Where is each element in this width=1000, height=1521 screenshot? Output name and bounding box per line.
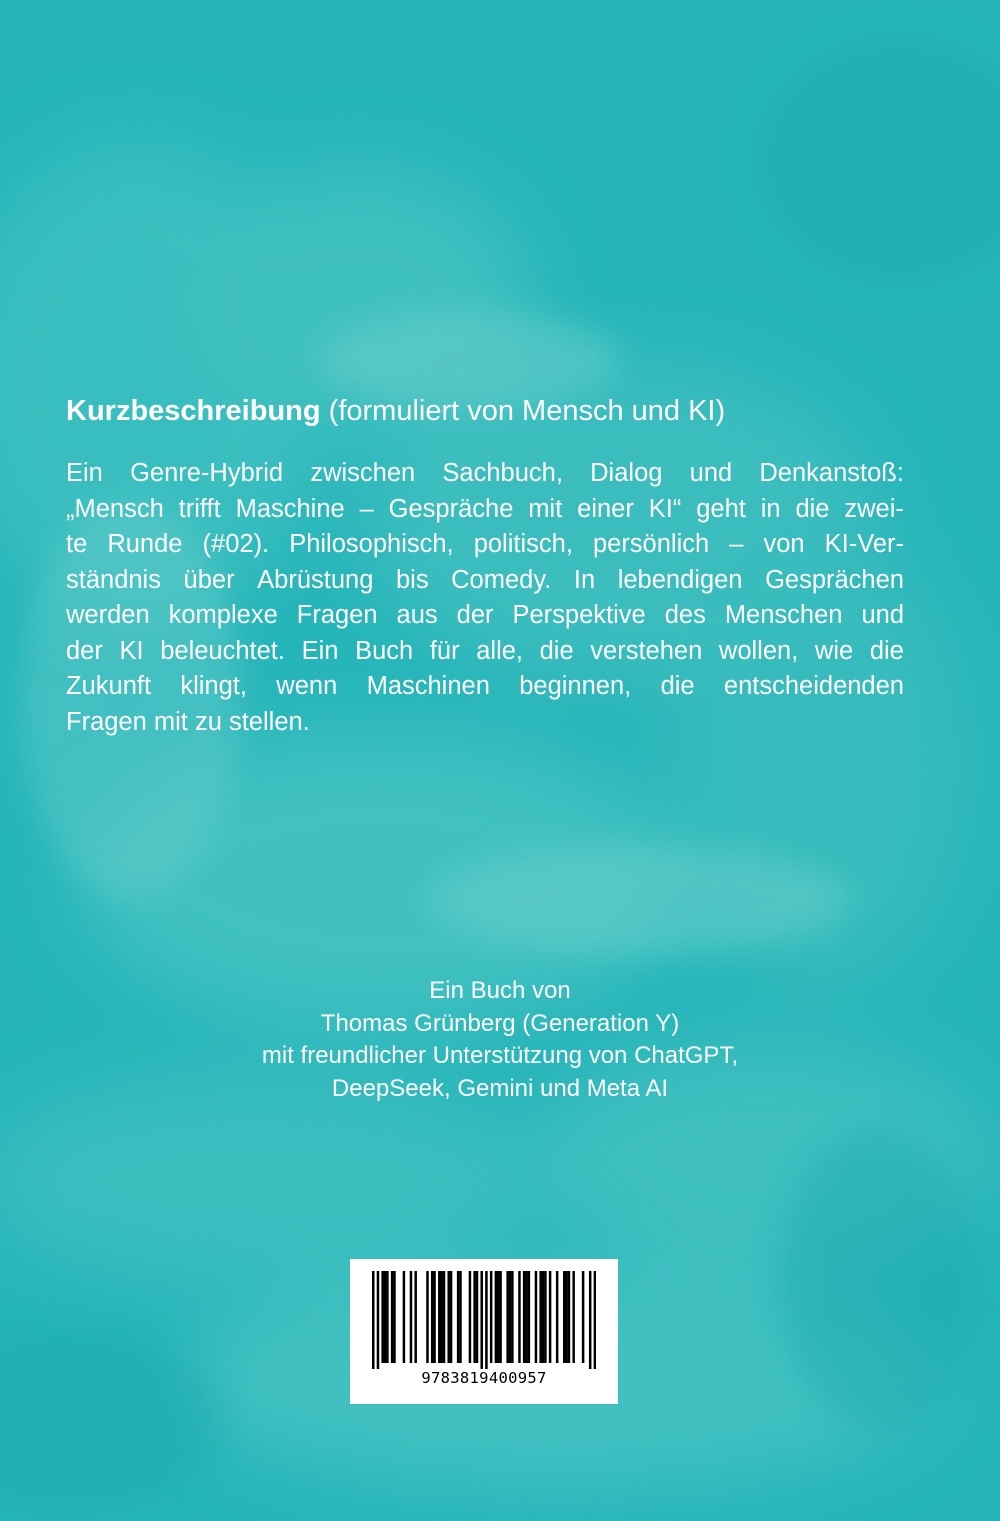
barcode-bar xyxy=(528,1271,531,1363)
barcode-bar xyxy=(594,1271,596,1369)
description-word: (#02). xyxy=(202,530,270,558)
description-word: Dialog xyxy=(590,459,663,487)
barcode-bar xyxy=(410,1271,413,1363)
description-word: Sachbuch, xyxy=(442,459,563,487)
description-line: Fragen mit zu stellen. xyxy=(66,707,310,736)
barcode-bar xyxy=(582,1271,585,1363)
description-word: beginnen, xyxy=(519,672,632,700)
description-heading-bold: Kurzbeschreibung xyxy=(66,395,321,427)
description-word: persönlich xyxy=(592,530,710,558)
description-word: wie xyxy=(814,636,854,665)
barcode-bar xyxy=(450,1271,453,1363)
barcode-bar xyxy=(480,1271,483,1369)
description-line xyxy=(66,456,904,492)
description-word: Buch xyxy=(355,636,414,665)
description-word: und xyxy=(689,459,733,487)
description-heading-regular: (formuliert von Mensch und KI) xyxy=(328,395,726,427)
barcode-bar xyxy=(384,1271,387,1363)
description-word: Perspektive xyxy=(512,601,646,629)
description-word: Maschinen xyxy=(366,672,490,700)
barcode-bars xyxy=(372,1271,596,1369)
description-word: entscheidenden xyxy=(723,672,904,700)
description-word: wenn xyxy=(276,672,338,700)
description-word: – xyxy=(729,530,744,558)
description-word: Fragen xyxy=(296,601,378,629)
description-word: Runde xyxy=(107,530,183,558)
barcode-bar xyxy=(476,1271,479,1363)
description-word: und xyxy=(861,601,904,629)
barcode-bar xyxy=(518,1271,521,1363)
barcode-bar xyxy=(426,1271,429,1363)
description-word: in xyxy=(760,494,781,523)
barcode-bar xyxy=(549,1271,552,1363)
short-description xyxy=(66,388,904,740)
barcode-bar xyxy=(391,1271,394,1363)
barcode-bar xyxy=(490,1271,493,1363)
barcode-bar xyxy=(447,1271,450,1363)
description-word: Maschine xyxy=(235,494,345,523)
description-word: bis xyxy=(395,565,429,594)
description-word: KI“ xyxy=(648,494,682,523)
description-word: beleuchtet. xyxy=(160,636,285,665)
barcode-bar xyxy=(381,1271,384,1363)
barcode-bar xyxy=(563,1271,566,1363)
description-word: über xyxy=(183,565,235,594)
barcode-bar xyxy=(485,1271,488,1369)
description-word: „Mensch xyxy=(66,494,164,523)
description-word: zwei- xyxy=(844,494,904,523)
description-word: In xyxy=(573,565,596,594)
credits-line: Thomas Grünberg (Generation Y) xyxy=(320,1009,680,1037)
description-line xyxy=(66,669,904,705)
barcode-bar xyxy=(377,1271,380,1369)
description-word: des xyxy=(664,601,706,629)
barcode-bar xyxy=(433,1271,436,1363)
barcode-bar xyxy=(523,1271,526,1363)
description-word: aus xyxy=(396,601,438,629)
barcode-bar xyxy=(403,1271,406,1363)
description-line xyxy=(66,563,904,599)
barcode-bar xyxy=(440,1271,443,1363)
barcode-bar xyxy=(556,1271,559,1363)
barcode-bar xyxy=(535,1271,538,1363)
description-text xyxy=(66,456,904,740)
description-word: der xyxy=(66,636,103,665)
description-word: Abrüstung xyxy=(257,565,374,594)
description-heading xyxy=(66,388,904,434)
barcode-bar xyxy=(443,1271,446,1363)
description-word: komplexe xyxy=(168,601,278,629)
description-word: Ein xyxy=(301,636,339,665)
description-word: zwischen xyxy=(310,459,416,487)
barcode-bar xyxy=(589,1271,592,1369)
description-word: lebendigen xyxy=(617,565,743,594)
description-word: Genre-Hybrid xyxy=(130,459,284,487)
barcode-bar xyxy=(568,1271,571,1363)
barcode-bar xyxy=(459,1271,462,1363)
description-word: klingt, xyxy=(180,672,247,700)
description-line xyxy=(66,634,904,670)
description-word: geht xyxy=(696,494,746,523)
barcode-bar xyxy=(565,1271,568,1363)
credits-line: Ein Buch von xyxy=(429,977,571,1004)
barcode-bar xyxy=(386,1271,389,1363)
description-word: die xyxy=(869,636,904,665)
barcode-bar xyxy=(499,1271,502,1363)
barcode-bar xyxy=(414,1271,417,1363)
description-word: die xyxy=(539,636,574,665)
description-word: Philosophisch, xyxy=(289,530,454,558)
barcode-bar xyxy=(525,1271,528,1363)
description-word: Gesprächen xyxy=(765,565,904,594)
description-word: Menschen xyxy=(724,601,843,629)
description-word: alle, xyxy=(476,636,523,665)
description-word: KI-Ver- xyxy=(824,530,904,558)
barcode-bar xyxy=(509,1271,512,1363)
barcode-bar xyxy=(473,1271,476,1363)
description-word: von xyxy=(763,530,805,558)
description-word: Comedy. xyxy=(451,565,552,594)
description-word: die xyxy=(660,672,695,700)
description-word: Denkanstoß: xyxy=(759,459,904,487)
barcode-bar xyxy=(511,1271,514,1363)
credits-line: DeepSeek, Gemini und Meta AI xyxy=(331,1074,669,1102)
description-word: KI xyxy=(119,636,144,665)
barcode-bar xyxy=(431,1271,434,1363)
description-word: politisch, xyxy=(473,530,573,558)
barcode-bar xyxy=(544,1271,547,1363)
barcode-bar xyxy=(438,1271,441,1363)
description-word: verstehen xyxy=(590,636,703,665)
barcode-bar xyxy=(457,1271,460,1363)
description-word: der xyxy=(456,601,494,629)
description-word: werden xyxy=(66,601,150,629)
description-line xyxy=(66,492,904,528)
credits-line: mit freundlicher Unterstützung von ChatGPT, xyxy=(261,1042,739,1069)
description-word: die xyxy=(795,494,830,523)
barcode-bar xyxy=(469,1271,472,1363)
barcode-bar xyxy=(495,1271,498,1363)
description-word: einer xyxy=(577,494,634,523)
description-word: – xyxy=(359,494,374,523)
barcode-bar xyxy=(572,1271,575,1363)
description-word: Ein xyxy=(66,459,103,487)
description-word: ständnis xyxy=(66,565,161,594)
isbn-number: 9783819400957 xyxy=(421,1369,547,1387)
description-word: te xyxy=(66,530,88,558)
description-word: trifft xyxy=(178,494,221,523)
description-word: mit xyxy=(528,494,563,523)
isbn-barcode xyxy=(350,1259,618,1404)
barcode-bar xyxy=(542,1271,545,1363)
description-word: wollen, xyxy=(718,636,799,665)
barcode-bar xyxy=(372,1271,375,1369)
barcode-bar xyxy=(497,1271,500,1363)
description-line xyxy=(66,527,904,563)
barcode-bar xyxy=(539,1271,542,1363)
author-credits xyxy=(0,975,1000,1105)
barcode-bar xyxy=(393,1271,396,1363)
description-line xyxy=(66,598,904,634)
description-word: Gespräche xyxy=(388,494,514,523)
description-word: für xyxy=(429,636,460,665)
barcode-bar xyxy=(506,1271,509,1363)
description-word: Zukunft xyxy=(66,672,152,700)
